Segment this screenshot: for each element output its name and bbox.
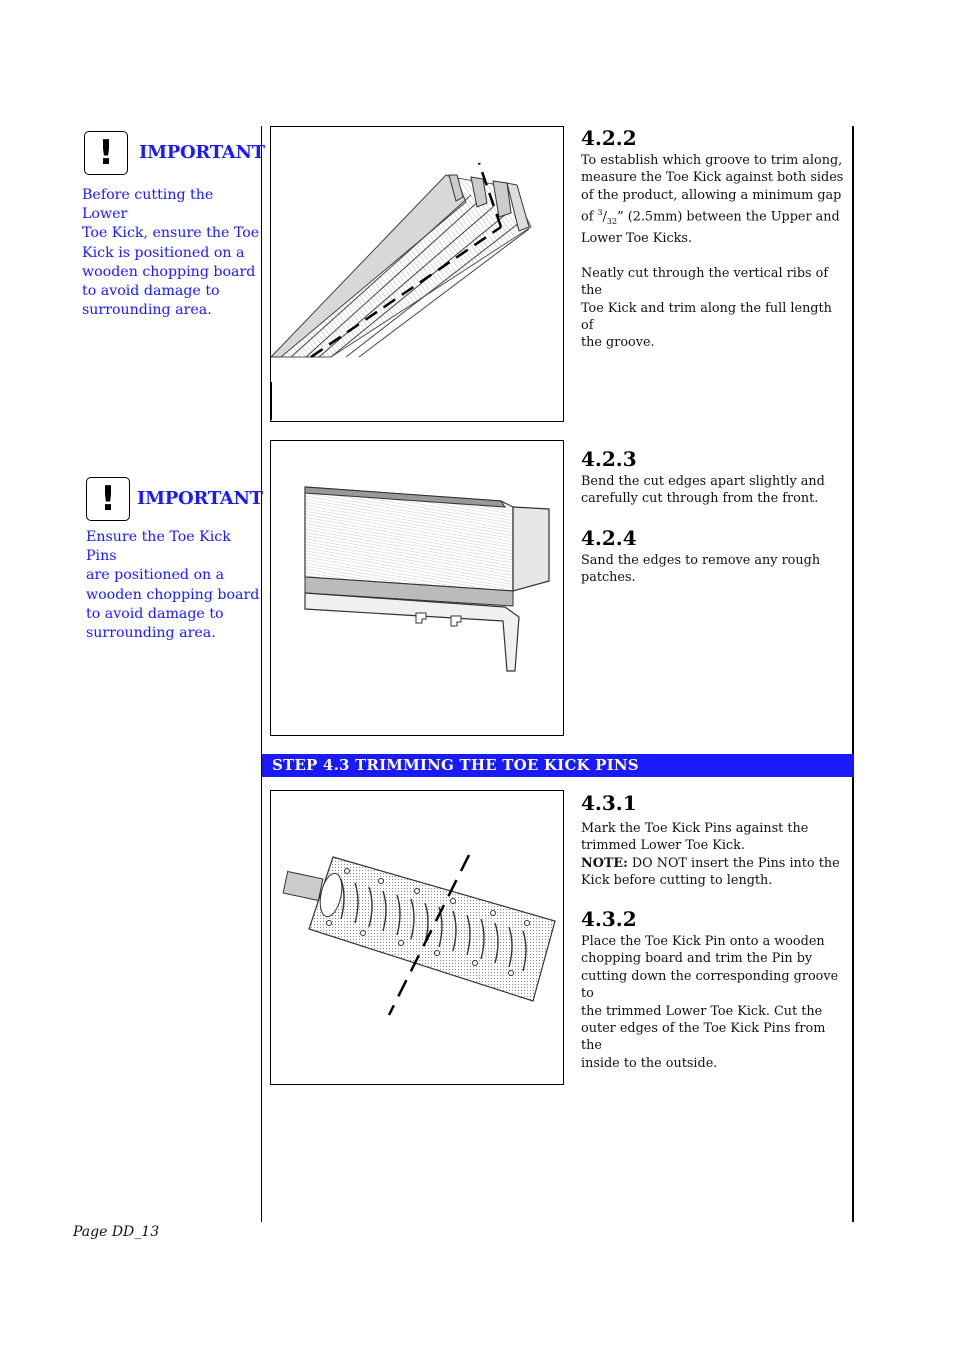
step-number: 4.2.3: [581, 447, 637, 471]
figure-toe-kick-pin: [270, 790, 564, 1085]
step-number: 4.2.2: [581, 126, 637, 150]
page-number: Page DD_13: [73, 1224, 160, 1240]
exclamation-icon: !: [86, 477, 130, 521]
note-label: NOTE:: [581, 855, 628, 871]
important-label: IMPORTANT: [137, 488, 263, 509]
exclamation-icon: !: [84, 131, 128, 175]
warning-text: Ensure the Toe Kick Pins are positioned on a wooden chopping board to avoid damage to surrounding area.: [86, 529, 260, 642]
step-text: Sand the edges to remove any rough patches.: [581, 553, 821, 586]
step-number: 4.3.2: [581, 907, 637, 931]
step-number: 4.3.1: [581, 791, 637, 815]
toe-kick-edge-illustration: [271, 441, 562, 734]
step-text: Mark the Toe Kick Pins against the trimmed Lower Toe Kick. NOTE: DO NOT insert the Pins into the Kick before cutting to length.: [581, 821, 840, 889]
section-bar: STEP 4.3 TRIMMING THE TOE KICK PINS: [262, 754, 854, 777]
right-column-rule: [852, 126, 854, 1222]
toe-kick-pin-illustration: [271, 791, 562, 1083]
step-text: To establish which groove to trim along, measure the Toe Kick against both sides of the product, allowing a minimum gap of $^3/_{32}$” (2.5mm) between the Upper and Lower Toe Kicks. Neatly cut through the vertical ribs of the Toe Kick and trim along the full length of the groove.: [581, 153, 844, 351]
step-text: Bend the cut edges apart slightly and carefully cut through from the front.: [581, 474, 825, 507]
step-number: 4.2.4: [581, 526, 637, 550]
figure-toe-kick-edges: [270, 440, 564, 736]
important-label: IMPORTANT: [139, 142, 265, 163]
step-text: Place the Toe Kick Pin onto a wooden chopping board and trim the Pin by cutting down the corresponding groove to the trimmed Lower Toe Kick. Cut the outer edges of the Toe Kick Pins from the inside to the outside.: [581, 934, 839, 1071]
toe-kick-groove-illustration: [271, 127, 562, 420]
warning-text: Before cutting the Lower Toe Kick, ensure the Toe Kick is positioned on a wooden chopping board to avoid damage to surrounding area.: [82, 187, 260, 319]
left-column-rule: [261, 126, 262, 1222]
figure-toe-kick-grooves: [270, 126, 564, 422]
